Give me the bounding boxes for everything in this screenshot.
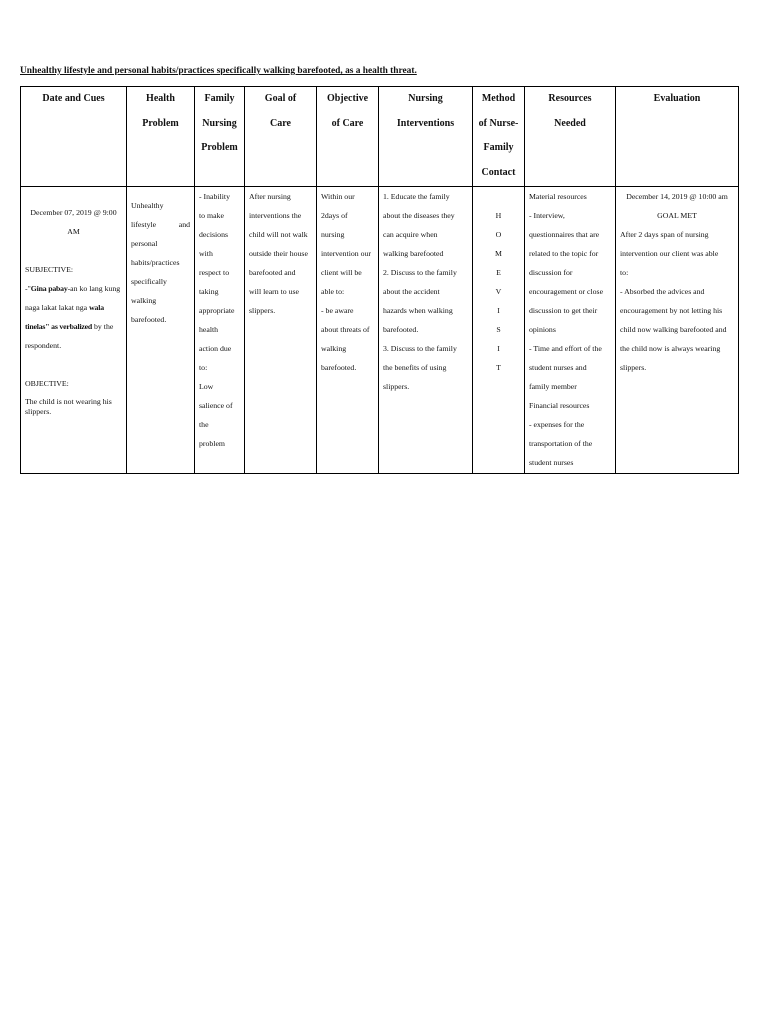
text-line: encouragement or close	[529, 287, 604, 296]
resources-needed-text	[525, 187, 615, 472]
text-line: 2. Discuss to the family	[383, 268, 457, 277]
text-line: related to the topic for	[529, 249, 599, 258]
text-line: with	[199, 249, 213, 258]
text-line: student nurses	[529, 458, 574, 467]
header-method-of-contact-line: Family	[483, 142, 514, 153]
text-line: outside their house	[249, 249, 308, 258]
method-home-visit	[473, 187, 524, 377]
objective-of-care-cell	[317, 187, 379, 474]
text-line: walking	[321, 344, 347, 353]
text-line: the benefits of using	[383, 363, 447, 372]
method-letter: S	[496, 325, 501, 334]
header-resources-needed	[525, 87, 616, 187]
evaluation-text	[620, 225, 734, 377]
text-line: intervention our	[321, 249, 372, 258]
text-line: intervention our client was able	[620, 249, 719, 258]
text-line: child will not walk	[249, 230, 308, 239]
goal-met-status: GOAL MET	[657, 211, 697, 220]
text-line: client will be	[321, 268, 362, 277]
method-letter: V	[495, 287, 502, 296]
health-problem-cell	[127, 187, 195, 474]
header-evaluation	[616, 87, 739, 187]
text-line: slippers.	[620, 363, 647, 372]
header-method-of-contact-line: Contact	[481, 166, 516, 178]
objective-label: OBJECTIVE:	[25, 379, 69, 388]
header-family-nursing-problem-line: Family	[204, 93, 235, 104]
header-goal-of-care-line: Goal of	[264, 93, 297, 104]
text-line: 1. Educate the family	[383, 192, 450, 201]
header-row	[21, 87, 739, 187]
header-resources-needed-line: Needed	[554, 117, 586, 129]
cue-time: AM	[67, 227, 80, 236]
header-objective-of-care-line: Objective	[326, 93, 369, 104]
text-line: Within our	[321, 192, 355, 201]
text-line: - Time and effort of the	[529, 344, 602, 353]
text-line: child now walking barefooted and	[620, 325, 727, 334]
text-line: discussion to get their	[529, 306, 598, 315]
text-line: respect to	[199, 268, 230, 277]
method-letter: I	[497, 344, 500, 353]
text-line: - be aware	[321, 306, 354, 315]
text-line: barefooted.	[383, 325, 419, 334]
subjective-text: -"Gina pabay-an ko lang kung naga lakat lakat nga wala tinelas" as verbalized by the respondent.	[25, 284, 121, 350]
text-line: health	[199, 325, 219, 334]
header-family-nursing-problem-line: Nursing	[202, 117, 237, 129]
method-letter: E	[496, 268, 501, 277]
table-row	[21, 187, 739, 474]
text-line: barefooted and	[249, 268, 296, 277]
header-date-and-cues-line: Date and Cues	[42, 93, 105, 104]
text-line: the	[199, 420, 209, 429]
text-line: - Interview,	[529, 211, 565, 220]
text-line: to make	[199, 211, 224, 220]
text-line: Material resources	[529, 192, 587, 201]
text-line: 2days of	[321, 211, 348, 220]
text-line: transportation of the	[529, 439, 593, 448]
text-line: 3. Discuss to the family	[383, 344, 457, 353]
text-line: walking barefooted	[383, 249, 444, 258]
header-family-nursing-problem	[195, 87, 245, 187]
nursing-interventions-text	[379, 187, 472, 396]
text-line: questionnaires that are	[529, 230, 600, 239]
header-date-and-cues	[21, 87, 127, 187]
text-line: to:	[620, 268, 629, 277]
text-line: barefooted.	[321, 363, 357, 372]
text-line: the child now is always wearing	[620, 344, 721, 353]
text-line: Low	[199, 382, 214, 391]
text-line: Financial resources	[529, 401, 590, 410]
header-objective-of-care	[317, 87, 379, 187]
text-line: hazards when walking	[383, 306, 453, 315]
text-line: After nursing	[249, 192, 291, 201]
text-line: nursing	[321, 230, 345, 239]
method-cell	[473, 187, 525, 474]
header-goal-of-care	[245, 87, 317, 187]
header-evaluation-line: Evaluation	[653, 93, 701, 104]
header-method-of-contact-line: of Nurse-	[478, 117, 519, 129]
header-health-problem-line: Health	[146, 93, 175, 104]
text-line: to:	[199, 363, 208, 372]
text-line: family member	[529, 382, 577, 391]
date-cues-cell	[21, 187, 127, 474]
text-line: about threats of	[321, 325, 370, 334]
header-goal-of-care-line: Care	[270, 117, 291, 129]
text-line: student nurses and	[529, 363, 587, 372]
text-line: about the diseases they	[383, 211, 455, 220]
resources-cell	[525, 187, 616, 474]
header-nursing-interventions	[379, 87, 473, 187]
text-line: slippers.	[383, 382, 410, 391]
text-line: salience of	[199, 401, 233, 410]
objective-of-care-text	[317, 187, 378, 377]
text-line: taking	[199, 287, 219, 296]
family-nursing-problem-text	[195, 187, 244, 453]
text-line: about the accident	[383, 287, 440, 296]
header-method-of-contact-line: Method	[481, 93, 516, 104]
text-line: appropriate	[199, 306, 235, 315]
objective-text: The child is not wearing his slippers.	[25, 397, 112, 416]
method-letter: M	[495, 249, 502, 258]
text-line: - Inability	[199, 192, 230, 201]
document-title: Unhealthy lifestyle and personal habits/practices specifically walking barefooted, as a health threat.	[20, 66, 417, 76]
header-method-of-contact	[473, 87, 525, 187]
handwritten-phrase: wala tinelas" as verbalized	[25, 303, 104, 331]
method-letter: H	[495, 211, 502, 220]
method-letter: I	[497, 306, 500, 315]
handwritten-word: Gina pabay	[30, 284, 68, 293]
header-nursing-interventions-line: Interventions	[396, 117, 455, 129]
text-line: - expenses for the	[529, 420, 585, 429]
family-nursing-problem-cell	[195, 187, 245, 474]
text-line: After 2 days span of nursing	[620, 230, 709, 239]
text-line: interventions the	[249, 211, 302, 220]
evaluation-date: December 14, 2019 @ 10:00 am	[626, 192, 728, 201]
nursing-care-plan-table	[20, 86, 739, 474]
text-line: encouragement by not letting his	[620, 306, 723, 315]
text-line: slippers.	[249, 306, 276, 315]
header-resources-needed-line: Resources	[548, 93, 592, 104]
text-line: problem	[199, 439, 225, 448]
evaluation-cell	[616, 187, 739, 474]
method-letter: T	[496, 363, 501, 372]
text-line: action due	[199, 344, 232, 353]
text-line: can acquire when	[383, 230, 438, 239]
goal-of-care-text	[245, 187, 316, 320]
text-line: decisions	[199, 230, 229, 239]
text-line: discussion for	[529, 268, 573, 277]
care-plan-table-wrapper	[20, 86, 739, 474]
header-nursing-interventions-line: Nursing	[408, 93, 443, 104]
header-family-nursing-problem-line: Problem	[201, 142, 238, 153]
text-line: able to:	[321, 287, 345, 296]
header-health-problem-line: Problem	[142, 117, 179, 129]
cue-date: December 07, 2019 @ 9:00	[30, 208, 117, 217]
header-objective-of-care-line: of Care	[331, 117, 364, 129]
subjective-label: SUBJECTIVE:	[25, 265, 74, 274]
header-health-problem	[127, 87, 195, 187]
goal-of-care-cell	[245, 187, 317, 474]
text-line: opinions	[529, 325, 556, 334]
text-line: will learn to use	[249, 287, 300, 296]
text-line: - Absorbed the advices and	[620, 287, 705, 296]
method-letter: O	[495, 230, 502, 239]
interventions-cell	[379, 187, 473, 474]
health-problem-text: Unhealthy lifestyle and personal habits/practices specifically walking barefooted.	[131, 201, 190, 324]
